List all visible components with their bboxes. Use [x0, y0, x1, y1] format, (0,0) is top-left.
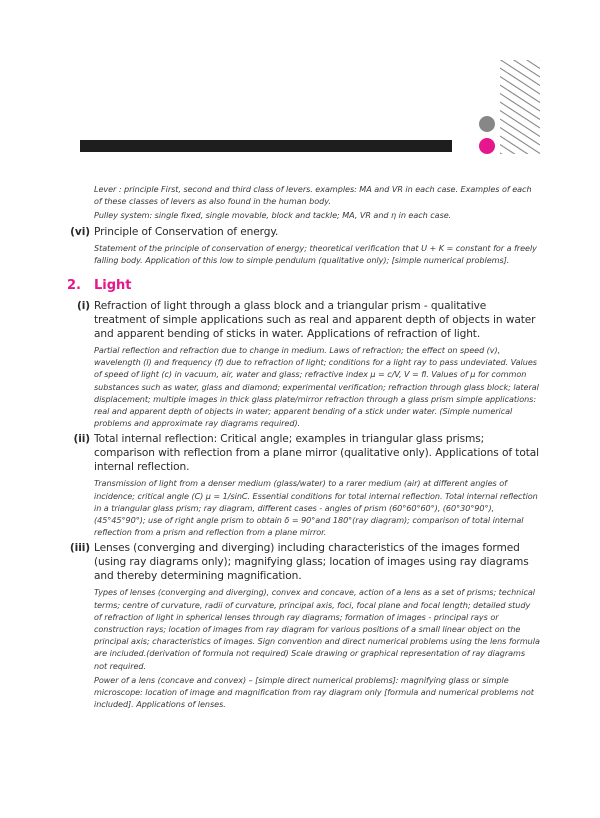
hatch-line: [500, 136, 540, 154]
hatch-line: [500, 60, 540, 77]
detail-paragraph: Partial reflection and refraction due to change in medium. Laws of refraction; the effect on speed (v), wavelength (l) and frequency (f) due to refraction of light; conditions for a light ray to pass undeviated. Values of speed of light (c) in vacuum, air, water and glass; refractive index μ = c/V, V = fl. Values of μ for common substances such as water, glass and diamond; experimental verification; refraction through glass block; lateral displacement; multiple images in thick glass plate/mirror refraction through a glass prism simple applications: real and apparent depth of objects in water; apparent bending of a stick under water. (Simple numerical problems and approximate ray diagrams required).: [94, 345, 539, 429]
topic-item-iii: [60, 541, 540, 583]
item-number: (iii): [69, 542, 90, 555]
detail-paragraph: Transmission of light from a denser medium (glass/water) to a rarer medium (air) at different angles of incidence; critical angle (C) μ = 1/sinC. Essential conditions for total internal reflection. Total internal reflection in a triangular glass prism; ray diagram, different cases - angles of prism (60°60°60°), (60°30°90°), (45°45°90°); use of right angle prism to obtain δ = 90°and 180°(ray diagram); comparison of total internal reflection from a prism and reflection from a plane mirror.: [94, 478, 538, 538]
item-vi-details: [60, 242, 540, 266]
lever-subtopic: Lever : principle First, second and third class of levers. examples: MA and VR in each case. Examples of each of these classes of levers as also found in the human body.: [94, 184, 532, 207]
hatch-pattern-decoration: [500, 60, 540, 154]
item-number: (i): [76, 300, 90, 313]
item-text: Lenses (converging and diverging) including characteristics of the images formed (using ray diagrams only); magnifying glass; location of images using ray diagrams and thereby determining magnification.: [94, 542, 529, 583]
pulley-subtopic: Pulley system: single fixed, single movable, block and tackle; MA, VR and η in each case.: [94, 210, 452, 221]
item-number: (vi): [70, 225, 90, 238]
intro-subtopics: [60, 183, 540, 222]
syllabus-content: [60, 183, 540, 712]
section-heading: [60, 278, 540, 293]
topic-item-vi: [60, 225, 540, 239]
item-number: (ii): [73, 433, 90, 446]
item-i-details: [60, 344, 540, 429]
detail-paragraph: Power of a lens (concave and convex) – [simple direct numerical problems]: magnifying glass or simple microscope: location of image and magnification from ray diagram only [formula and numerical problems not included]. Applications of lenses.: [94, 674, 534, 710]
section-title: Light: [94, 278, 132, 294]
detail-paragraph: Statement of the principle of conservation of energy; theoretical verification that U + K = constant for a freely falling body. Application of this low to simple pendulum (qualitative only); [simple numerical problems].: [94, 242, 537, 265]
item-text: Refraction of light through a glass block and a triangular prism - qualitative treatment of simple applications such as real and apparent depth of objects in water and apparent bending of sticks in water. Applications of refraction of light.: [94, 300, 536, 341]
item-text: Total internal reflection: Critical angle; examples in triangular glass prisms; comparison with reflection from a plane mirror (qualitative only). Applications of total internal reflection.: [94, 433, 539, 474]
hatch-line: [500, 153, 540, 154]
topic-item-i: [60, 299, 540, 341]
item-iii-details: [60, 586, 540, 710]
section-number: 2.: [67, 278, 81, 294]
item-text: Principle of Conservation of energy.: [94, 225, 279, 238]
gray-dot-decoration: [479, 116, 495, 132]
topic-item-ii: [60, 432, 540, 474]
item-ii-details: [60, 477, 540, 538]
header-bar: [80, 140, 452, 152]
detail-paragraph: Types of lenses (converging and diverging), convex and concave, action of a lens as a set of prisms; technical terms; centre of curvature, radii of curvature, principal axis, foci, focal plane and focal length; detailed study of refraction of light in spherical lenses through ray diagrams; formation of images - principal rays or construction rays; location of images from ray diagram for various positions of a small linear object on the principal axis; characteristics of images. Sign convention and direct numerical problems using the lens formula are included.(derivation of formula not required) Scale drawing or graphical representation of ray diagrams not required.: [94, 587, 540, 671]
pink-dot-decoration: [479, 138, 495, 154]
